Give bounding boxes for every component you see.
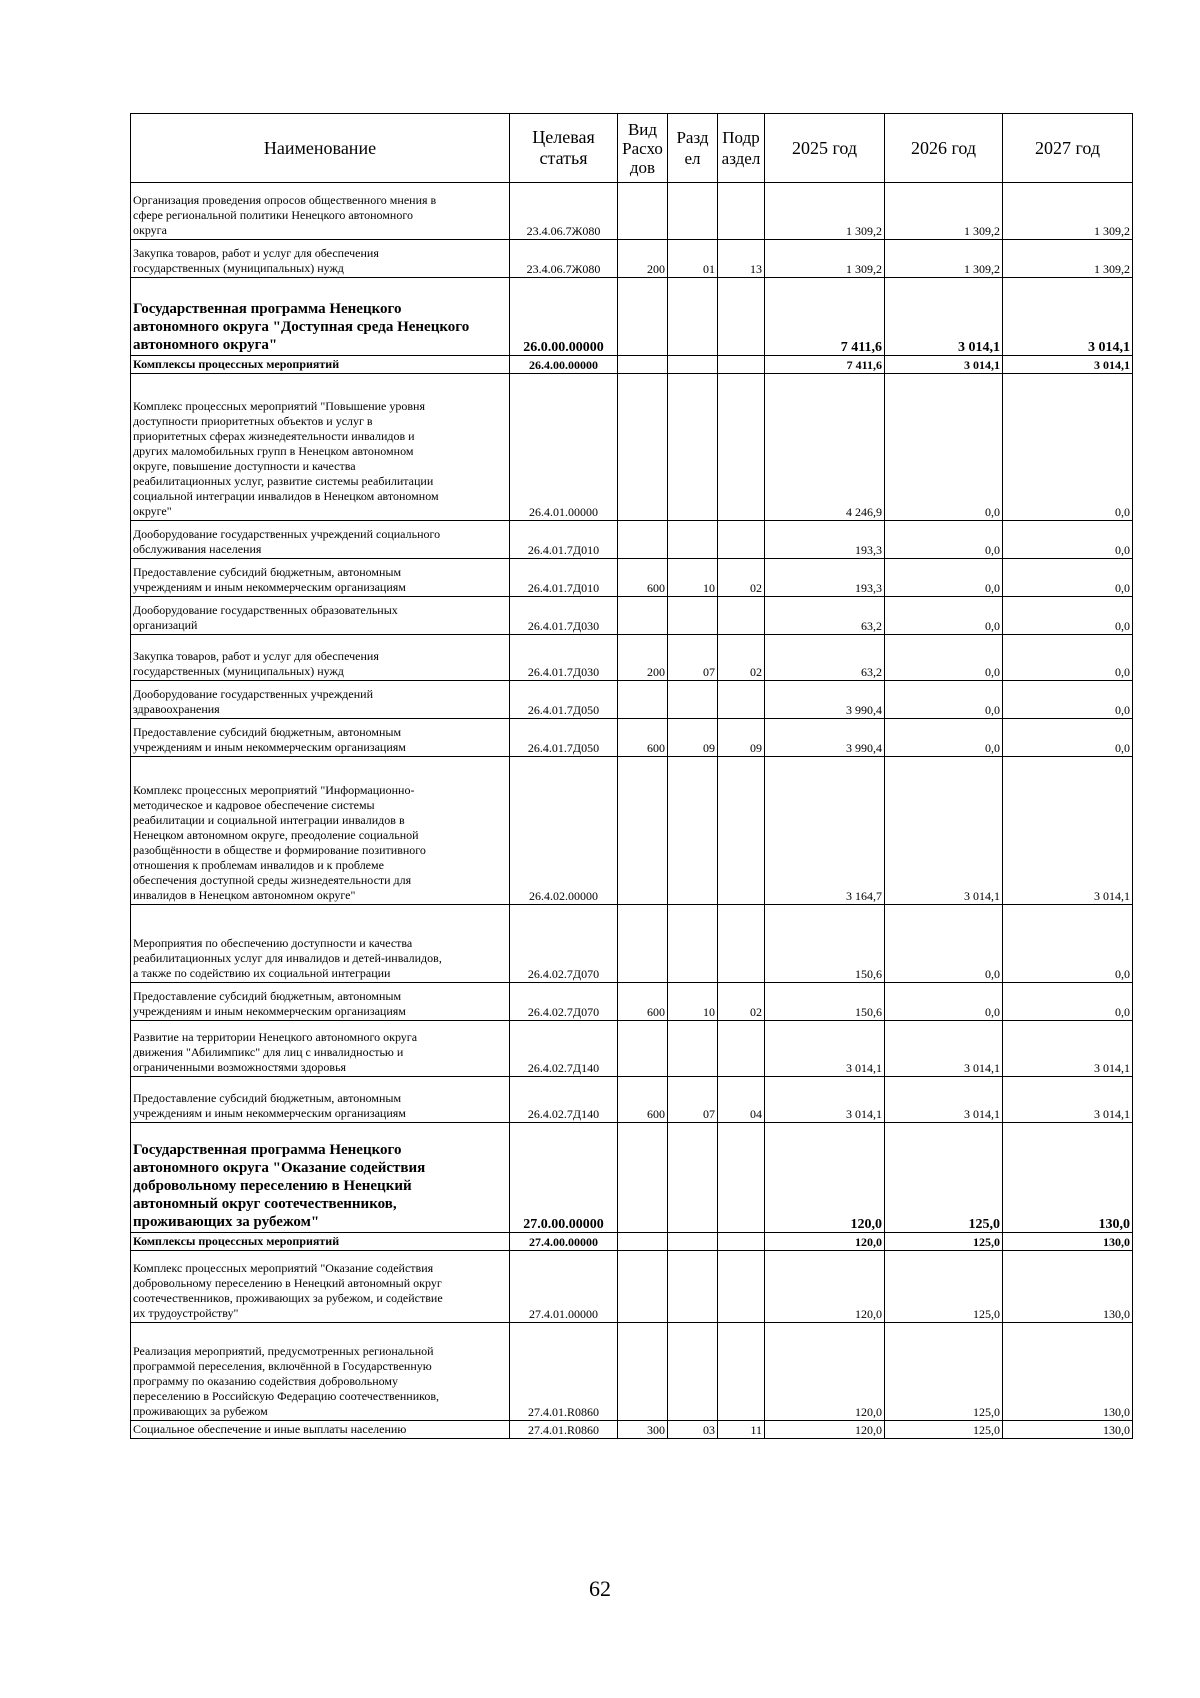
row-expense-type-cell — [618, 1323, 668, 1421]
row-target-article-cell: 26.4.00.00000 — [510, 356, 618, 374]
row-2025-cell: 120,0 — [765, 1251, 885, 1323]
row-2027-cell: 0,0 — [1003, 719, 1133, 757]
row-name-cell: Предоставление субсидий бюджетным, автономным учреждениям и иным некоммерческим организациям — [131, 719, 510, 757]
row-2026-cell: 0,0 — [885, 597, 1003, 635]
row-subsection-cell — [718, 905, 765, 983]
row-2027-cell: 0,0 — [1003, 635, 1133, 681]
row-2027-cell: 0,0 — [1003, 374, 1133, 521]
table-row — [131, 719, 1133, 757]
row-2026-cell: 125,0 — [885, 1123, 1003, 1233]
row-2025-cell: 193,3 — [765, 521, 885, 559]
row-name-cell: Предоставление субсидий бюджетным, автономным учреждениям и иным некоммерческим организациям — [131, 1077, 510, 1123]
row-section-cell: 09 — [668, 719, 718, 757]
table-row — [131, 757, 1133, 905]
row-section-cell — [668, 356, 718, 374]
header-year-2027: 2027 год — [1003, 114, 1133, 183]
row-subsection-cell: 09 — [718, 719, 765, 757]
row-section-cell: 07 — [668, 635, 718, 681]
row-section-cell: 10 — [668, 559, 718, 597]
row-2026-cell: 3 014,1 — [885, 1021, 1003, 1077]
row-2026-cell: 0,0 — [885, 681, 1003, 719]
row-section-cell — [668, 521, 718, 559]
row-subsection-cell — [718, 1323, 765, 1421]
row-2027-cell: 3 014,1 — [1003, 1077, 1133, 1123]
row-2027-cell: 1 309,2 — [1003, 183, 1133, 240]
row-2027-cell: 130,0 — [1003, 1421, 1133, 1439]
table-row — [131, 1233, 1133, 1251]
row-2026-cell: 3 014,1 — [885, 757, 1003, 905]
row-2027-cell: 0,0 — [1003, 681, 1133, 719]
row-2025-cell: 7 411,6 — [765, 356, 885, 374]
row-target-article-cell: 23.4.06.7Ж080 — [510, 183, 618, 240]
row-2026-cell: 0,0 — [885, 559, 1003, 597]
row-subsection-cell: 02 — [718, 983, 765, 1021]
table-row — [131, 240, 1133, 278]
row-expense-type-cell — [618, 521, 668, 559]
row-subsection-cell: 04 — [718, 1077, 765, 1123]
row-target-article-cell: 26.4.01.7Д010 — [510, 559, 618, 597]
row-section-cell — [668, 1021, 718, 1077]
table-row — [131, 1421, 1133, 1439]
row-2025-cell: 150,6 — [765, 983, 885, 1021]
row-2025-cell: 120,0 — [765, 1323, 885, 1421]
budget-table — [130, 113, 1133, 1439]
table-row — [131, 1251, 1133, 1323]
row-subsection-cell — [718, 183, 765, 240]
row-subsection-cell: 02 — [718, 635, 765, 681]
row-2027-cell: 0,0 — [1003, 983, 1133, 1021]
table-body — [131, 183, 1133, 1439]
row-2027-cell: 0,0 — [1003, 905, 1133, 983]
table-row — [131, 1077, 1133, 1123]
row-2027-cell: 3 014,1 — [1003, 757, 1133, 905]
row-2026-cell: 3 014,1 — [885, 1077, 1003, 1123]
row-2026-cell: 1 309,2 — [885, 183, 1003, 240]
row-expense-type-cell: 200 — [618, 635, 668, 681]
row-subsection-cell — [718, 1233, 765, 1251]
row-2026-cell: 3 014,1 — [885, 278, 1003, 356]
row-target-article-cell: 26.4.02.7Д140 — [510, 1021, 618, 1077]
row-2025-cell: 1 309,2 — [765, 183, 885, 240]
row-expense-type-cell — [618, 356, 668, 374]
row-expense-type-cell — [618, 757, 668, 905]
row-expense-type-cell — [618, 1123, 668, 1233]
row-name-cell: Комплексы процессных мероприятий — [131, 356, 510, 374]
row-name-cell: Государственная программа Ненецкого автономного округа "Доступная среда Ненецкого автономного округа" — [131, 278, 510, 356]
row-name-cell: Закупка товаров, работ и услуг для обеспечения государственных (муниципальных) нужд — [131, 240, 510, 278]
row-subsection-cell — [718, 374, 765, 521]
row-section-cell — [668, 183, 718, 240]
row-2025-cell: 3 990,4 — [765, 681, 885, 719]
row-2027-cell: 130,0 — [1003, 1323, 1133, 1421]
table-row — [131, 278, 1133, 356]
header-name: Наименование — [131, 114, 510, 183]
table-row — [131, 521, 1133, 559]
row-2026-cell: 0,0 — [885, 983, 1003, 1021]
row-2025-cell: 63,2 — [765, 635, 885, 681]
row-expense-type-cell: 600 — [618, 559, 668, 597]
row-target-article-cell: 26.4.02.7Д070 — [510, 905, 618, 983]
row-target-article-cell: 26.4.01.7Д050 — [510, 681, 618, 719]
row-2025-cell: 3 164,7 — [765, 757, 885, 905]
row-expense-type-cell — [618, 278, 668, 356]
row-expense-type-cell: 600 — [618, 983, 668, 1021]
table-row — [131, 356, 1133, 374]
row-subsection-cell — [718, 757, 765, 905]
row-name-cell: Комплексы процессных мероприятий — [131, 1233, 510, 1251]
row-2026-cell: 125,0 — [885, 1251, 1003, 1323]
row-target-article-cell: 23.4.06.7Ж080 — [510, 240, 618, 278]
row-2027-cell: 3 014,1 — [1003, 278, 1133, 356]
table-row — [131, 983, 1133, 1021]
row-section-cell — [668, 681, 718, 719]
row-expense-type-cell — [618, 681, 668, 719]
row-section-cell: 10 — [668, 983, 718, 1021]
row-2027-cell: 130,0 — [1003, 1251, 1133, 1323]
row-expense-type-cell: 300 — [618, 1421, 668, 1439]
budget-table-page — [130, 113, 1132, 1439]
row-2025-cell: 1 309,2 — [765, 240, 885, 278]
row-2025-cell: 193,3 — [765, 559, 885, 597]
row-2026-cell: 0,0 — [885, 521, 1003, 559]
row-2027-cell: 3 014,1 — [1003, 1021, 1133, 1077]
row-name-cell: Реализация мероприятий, предусмотренных региональной программой переселения, включённой в Государственную программу по оказанию содействия добровольному переселению в Российскую Федерацию соотечественников, проживающих за рубежом — [131, 1323, 510, 1421]
row-2025-cell: 120,0 — [765, 1421, 885, 1439]
row-expense-type-cell — [618, 1233, 668, 1251]
header-section: Разд ел — [668, 114, 718, 183]
row-target-article-cell: 27.4.01.R0860 — [510, 1421, 618, 1439]
row-target-article-cell: 26.4.01.7Д030 — [510, 597, 618, 635]
row-2025-cell: 3 014,1 — [765, 1021, 885, 1077]
row-expense-type-cell: 200 — [618, 240, 668, 278]
row-subsection-cell — [718, 356, 765, 374]
row-subsection-cell — [718, 597, 765, 635]
table-header-row — [131, 114, 1133, 183]
row-subsection-cell — [718, 521, 765, 559]
table-row — [131, 1323, 1133, 1421]
row-subsection-cell — [718, 681, 765, 719]
row-target-article-cell: 26.0.00.00000 — [510, 278, 618, 356]
row-subsection-cell: 11 — [718, 1421, 765, 1439]
row-expense-type-cell — [618, 1251, 668, 1323]
row-expense-type-cell: 600 — [618, 719, 668, 757]
row-2026-cell: 0,0 — [885, 635, 1003, 681]
table-row — [131, 183, 1133, 240]
row-2027-cell: 130,0 — [1003, 1123, 1133, 1233]
row-section-cell: 07 — [668, 1077, 718, 1123]
row-name-cell: Предоставление субсидий бюджетным, автономным учреждениям и иным некоммерческим организациям — [131, 983, 510, 1021]
row-2025-cell: 63,2 — [765, 597, 885, 635]
row-2026-cell: 3 014,1 — [885, 356, 1003, 374]
row-section-cell — [668, 1233, 718, 1251]
row-2026-cell: 0,0 — [885, 719, 1003, 757]
row-target-article-cell: 26.4.01.7Д030 — [510, 635, 618, 681]
row-2027-cell: 130,0 — [1003, 1233, 1133, 1251]
row-2026-cell: 125,0 — [885, 1421, 1003, 1439]
row-subsection-cell: 02 — [718, 559, 765, 597]
row-2025-cell: 120,0 — [765, 1233, 885, 1251]
table-row — [131, 905, 1133, 983]
row-section-cell: 01 — [668, 240, 718, 278]
row-name-cell: Государственная программа Ненецкого автономного округа "Оказание содействия добровольному переселению в Ненецкий автономный округ соотечественников, проживающих за рубежом" — [131, 1123, 510, 1233]
row-expense-type-cell — [618, 183, 668, 240]
header-year-2025: 2025 год — [765, 114, 885, 183]
row-target-article-cell: 27.4.00.00000 — [510, 1233, 618, 1251]
table-row — [131, 681, 1133, 719]
header-subsection: Подр аздел — [718, 114, 765, 183]
row-expense-type-cell: 600 — [618, 1077, 668, 1123]
row-section-cell — [668, 1251, 718, 1323]
row-name-cell: Комплекс процессных мероприятий "Повышение уровня доступности приоритетных объектов и услуг в приоритетных сферах жизнедеятельности инвалидов и других маломобильных групп в Ненецком автономном округе, повышение доступности и качества реабилитационных услуг, развитие системы реабилитации социальной интеграции инвалидов в Ненецком автономном округе" — [131, 374, 510, 521]
row-name-cell: Дооборудование государственных образовательных организаций — [131, 597, 510, 635]
row-2027-cell: 0,0 — [1003, 597, 1133, 635]
row-target-article-cell: 26.4.02.7Д070 — [510, 983, 618, 1021]
table-row — [131, 1123, 1133, 1233]
header-target-article: Целевая статья — [510, 114, 618, 183]
header-year-2026: 2026 год — [885, 114, 1003, 183]
row-2027-cell: 0,0 — [1003, 521, 1133, 559]
row-section-cell — [668, 597, 718, 635]
row-target-article-cell: 27.4.01.00000 — [510, 1251, 618, 1323]
row-expense-type-cell — [618, 597, 668, 635]
header-expense-type: Вид Расхо дов — [618, 114, 668, 183]
row-section-cell — [668, 757, 718, 905]
row-section-cell: 03 — [668, 1421, 718, 1439]
row-name-cell: Комплекс процессных мероприятий "Оказание содействия добровольному переселению в Ненецкий автономный округ соотечественников, проживающих за рубежом, и содействие их трудоустройству" — [131, 1251, 510, 1323]
row-section-cell — [668, 1323, 718, 1421]
row-name-cell: Предоставление субсидий бюджетным, автономным учреждениям и иным некоммерческим организациям — [131, 559, 510, 597]
table-row — [131, 1021, 1133, 1077]
row-target-article-cell: 27.0.00.00000 — [510, 1123, 618, 1233]
row-name-cell: Комплекс процессных мероприятий "Информационно- методическое и кадровое обеспечение системы реабилитации и социальной интеграции инвалидов в Ненецком автономном округе, преодоление социальной разобщённости в обществе и формирование позитивного отношения к проблемам инвалидов и к проблеме обеспечения доступной среды жизнедеятельности для инвалидов в Ненецком автономном округе" — [131, 757, 510, 905]
row-target-article-cell: 26.4.02.7Д140 — [510, 1077, 618, 1123]
row-section-cell — [668, 905, 718, 983]
row-expense-type-cell — [618, 1021, 668, 1077]
row-subsection-cell — [718, 1251, 765, 1323]
row-name-cell: Развитие на территории Ненецкого автономного округа движения "Абилимпикс" для лиц с инвалидностью и ограниченными возможностями здоровья — [131, 1021, 510, 1077]
table-row — [131, 374, 1133, 521]
row-2026-cell: 1 309,2 — [885, 240, 1003, 278]
row-2027-cell: 0,0 — [1003, 559, 1133, 597]
row-2025-cell: 3 014,1 — [765, 1077, 885, 1123]
row-name-cell: Социальное обеспечение и иные выплаты населению — [131, 1421, 510, 1439]
row-subsection-cell — [718, 278, 765, 356]
table-row — [131, 597, 1133, 635]
row-2026-cell: 125,0 — [885, 1233, 1003, 1251]
row-target-article-cell: 26.4.01.7Д010 — [510, 521, 618, 559]
row-target-article-cell: 26.4.02.00000 — [510, 757, 618, 905]
row-expense-type-cell — [618, 374, 668, 521]
row-section-cell — [668, 1123, 718, 1233]
row-2026-cell: 0,0 — [885, 905, 1003, 983]
row-2026-cell: 125,0 — [885, 1323, 1003, 1421]
row-name-cell: Мероприятия по обеспечению доступности и качества реабилитационных услуг для инвалидов и детей-инвалидов, а также по содействию их социальной интеграции — [131, 905, 510, 983]
row-subsection-cell — [718, 1123, 765, 1233]
row-name-cell: Дооборудование государственных учреждений здравоохранения — [131, 681, 510, 719]
row-name-cell: Дооборудование государственных учреждений социального обслуживания населения — [131, 521, 510, 559]
row-target-article-cell: 27.4.01.R0860 — [510, 1323, 618, 1421]
row-target-article-cell: 26.4.01.00000 — [510, 374, 618, 521]
row-name-cell: Закупка товаров, работ и услуг для обеспечения государственных (муниципальных) нужд — [131, 635, 510, 681]
row-section-cell — [668, 278, 718, 356]
row-2027-cell: 1 309,2 — [1003, 240, 1133, 278]
row-name-cell: Организация проведения опросов общественного мнения в сфере региональной политики Ненецкого автономного округа — [131, 183, 510, 240]
row-2025-cell: 4 246,9 — [765, 374, 885, 521]
row-2025-cell: 150,6 — [765, 905, 885, 983]
row-2026-cell: 0,0 — [885, 374, 1003, 521]
row-2027-cell: 3 014,1 — [1003, 356, 1133, 374]
row-2025-cell: 120,0 — [765, 1123, 885, 1233]
table-row — [131, 559, 1133, 597]
table-row — [131, 635, 1133, 681]
row-expense-type-cell — [618, 905, 668, 983]
row-subsection-cell — [718, 1021, 765, 1077]
row-target-article-cell: 26.4.01.7Д050 — [510, 719, 618, 757]
row-2025-cell: 3 990,4 — [765, 719, 885, 757]
row-2025-cell: 7 411,6 — [765, 278, 885, 356]
row-subsection-cell: 13 — [718, 240, 765, 278]
page-number: 62 — [589, 1576, 611, 1601]
row-section-cell — [668, 374, 718, 521]
